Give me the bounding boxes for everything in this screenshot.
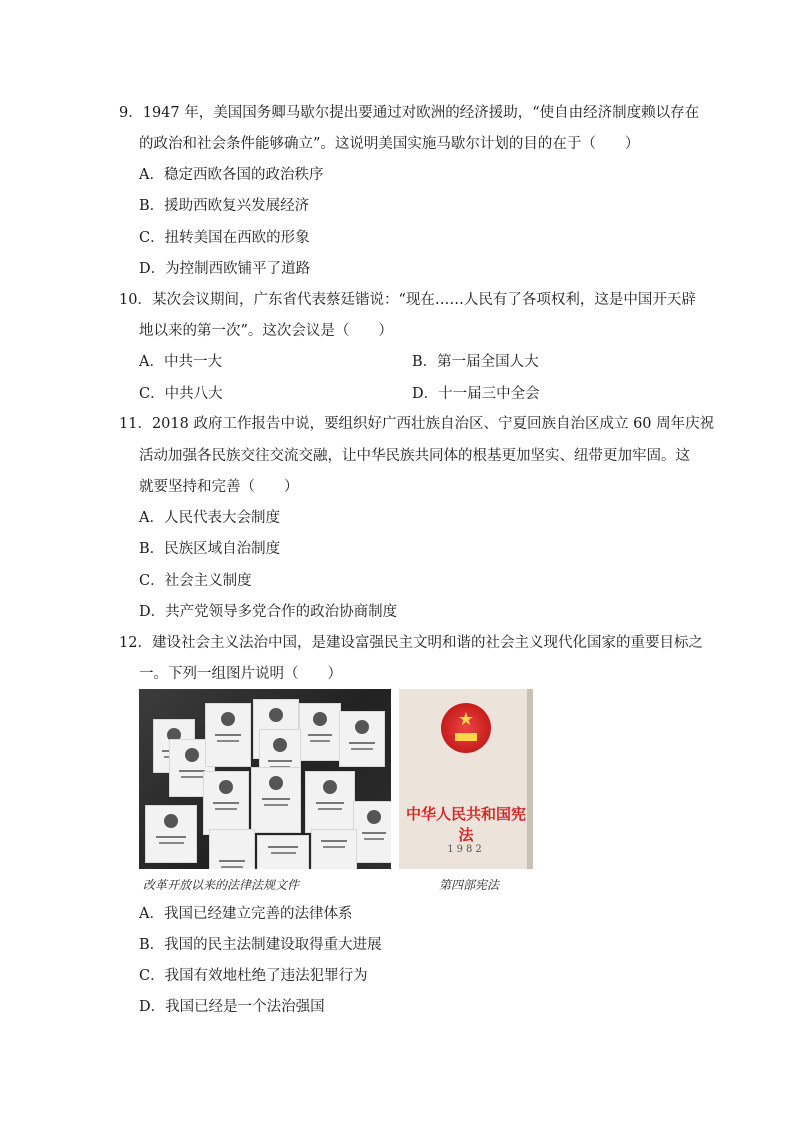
law-document — [145, 805, 197, 863]
q9-stem-line1: 9．1947 年，美国国务卿马歇尔提出要通过对欧洲的经济援助，“使自由经济制度赖以存在 — [119, 105, 700, 121]
constitution-cover-photo — [399, 689, 533, 869]
q12-option-c[interactable]: C．我国有效地杜绝了违法犯罪行为 — [139, 968, 368, 984]
q9-option-d[interactable]: D．为控制西欧铺平了道路 — [139, 261, 311, 277]
figure-caption-right: 第四部宪法 — [439, 878, 500, 892]
national-emblem-icon: ★ — [441, 703, 491, 753]
law-document — [299, 703, 341, 761]
law-document — [205, 703, 251, 767]
law-document — [257, 835, 309, 869]
law-document — [305, 771, 355, 833]
q12-stem-line1: 12．建设社会主义法治中国，是建设富强民主文明和谐的社会主义现代化国家的重要目标之 — [119, 635, 703, 651]
law-document — [251, 767, 301, 833]
q11-stem-line3: 就要坚持和完善（ ） — [139, 479, 299, 495]
q11-stem-line1: 11．2018 政府工作报告中说，要组织好广西壮族自治区、宁夏回族自治区成立 60 周年庆祝 — [119, 416, 715, 432]
q12-option-d[interactable]: D．我国已经是一个法治强国 — [139, 999, 325, 1015]
q11-option-c[interactable]: C．社会主义制度 — [139, 573, 252, 589]
q11-option-a[interactable]: A．人民代表大会制度 — [139, 510, 280, 526]
q11-option-d[interactable]: D．共产党领导多党合作的政治协商制度 — [139, 604, 398, 620]
constitution-year: 1982 — [447, 844, 485, 855]
law-document — [339, 711, 385, 767]
law-document — [353, 801, 391, 863]
q10-option-b[interactable]: B．第一届全国人大 — [412, 354, 539, 370]
figure-caption-left: 改革开放以来的法律法规文件 — [143, 878, 300, 892]
q11-stem-line2: 活动加强各民族交往交流交融，让中华民族共同体的根基更加坚实、纽带更加牢固。这 — [139, 448, 690, 464]
q10-option-c[interactable]: C．中共八大 — [139, 386, 223, 402]
law-documents-photo — [139, 689, 391, 869]
q9-stem-line2: 的政治和社会条件能够确立”。这说明美国实施马歇尔计划的目的在于（ ） — [139, 136, 640, 152]
constitution-title: 中华人民共和国宪法 — [405, 805, 526, 844]
law-document — [209, 829, 255, 869]
q12-option-a[interactable]: A．我国已经建立完善的法律体系 — [139, 906, 353, 922]
q10-stem-line1: 10．某次会议期间，广东省代表蔡廷锴说：“现在……人民有了各项权利，这是中国开天辟 — [119, 292, 696, 308]
law-document — [311, 829, 357, 869]
q9-option-a[interactable]: A．稳定西欧各国的政治秩序 — [139, 167, 324, 183]
q12-figure — [139, 689, 533, 895]
q12-option-b[interactable]: B．我国的民主法制建设取得重大进展 — [139, 937, 382, 953]
q10-stem-line2: 地以来的第一次”。这次会议是（ ） — [139, 323, 393, 339]
q9-option-b[interactable]: B．援助西欧复兴发展经济 — [139, 198, 310, 214]
q9-option-c[interactable]: C．扭转美国在西欧的形象 — [139, 230, 310, 246]
law-document — [203, 771, 249, 835]
q10-option-d[interactable]: D．十一届三中全会 — [412, 386, 540, 402]
q12-stem-line2: 一。下列一组图片说明（ ） — [139, 666, 342, 682]
q10-option-a[interactable]: A．中共一大 — [139, 354, 222, 370]
q11-option-b[interactable]: B．民族区域自治制度 — [139, 541, 281, 557]
